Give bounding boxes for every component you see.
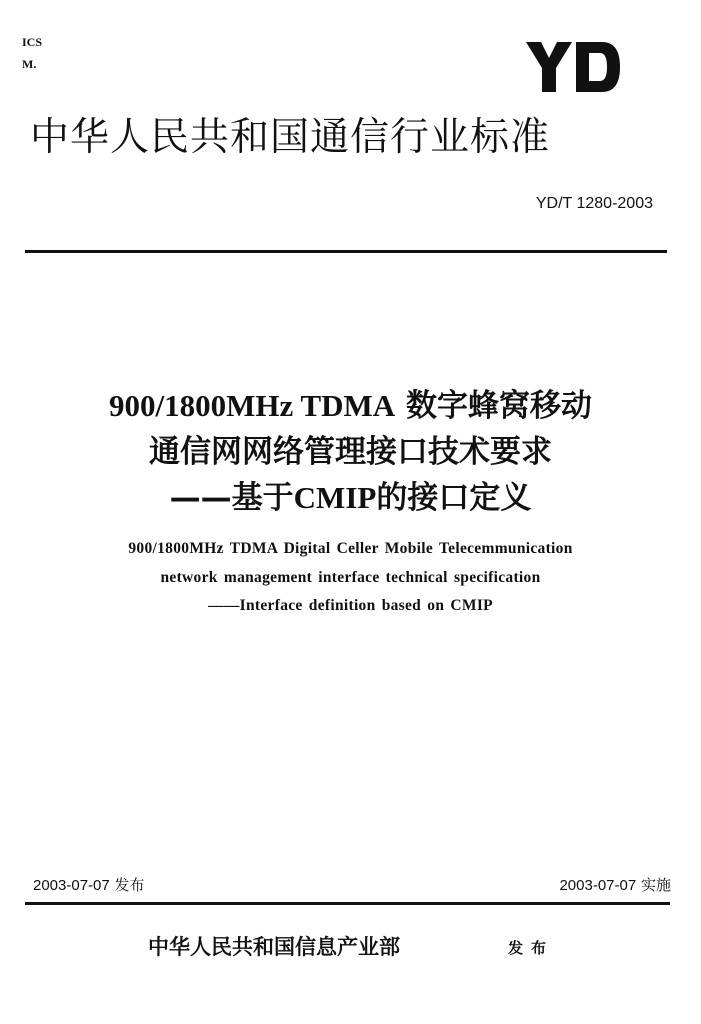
ics-code-label: ICS — [22, 35, 43, 49]
issue-date — [33, 875, 145, 896]
english-title-line-3: ——Interface definition based on CMIP — [208, 597, 493, 614]
chinese-title-line-2: 通信网网络管理接口技术要求 — [149, 434, 552, 470]
publisher-name: 中华人民共和国信息产业部 — [148, 935, 400, 959]
chinese-title-line-1-text: 数字蜂窝移动 — [395, 388, 592, 424]
chinese-title-line-1 — [0, 384, 701, 428]
english-title-line-1: 900/1800MHz TDMA Digital Celler Mobile Telecemmunication — [128, 540, 573, 557]
chinese-title-line-1-latin: 900/1800MHz TDMA — [109, 388, 396, 423]
bottom-divider — [25, 902, 670, 905]
english-title-line-2: network management interface technical specification — [160, 569, 541, 586]
issue-date-value: 2003-07-07 — [33, 877, 110, 894]
publish-label: 发布 — [508, 939, 555, 957]
implementation-label: 实施 — [640, 876, 671, 894]
implementation-date-value: 2003-07-07 — [559, 877, 637, 894]
implementation-date — [559, 875, 671, 896]
issue-label: 发布 — [114, 876, 145, 894]
chinese-title-line-3-latin: CMIP — [293, 480, 377, 515]
standard-category-title: 中华人民共和国通信行业标准 — [30, 115, 551, 160]
yd-logo — [524, 36, 624, 96]
chinese-title-line-3-prefix: ——基于 — [169, 480, 294, 516]
classification-code-label: M. — [22, 57, 37, 71]
standard-number: YD/T 1280-2003 — [535, 195, 653, 212]
chinese-title-line-3 — [0, 476, 701, 520]
chinese-title-line-3-suffix: 的接口定义 — [376, 480, 532, 516]
top-divider — [25, 250, 667, 253]
